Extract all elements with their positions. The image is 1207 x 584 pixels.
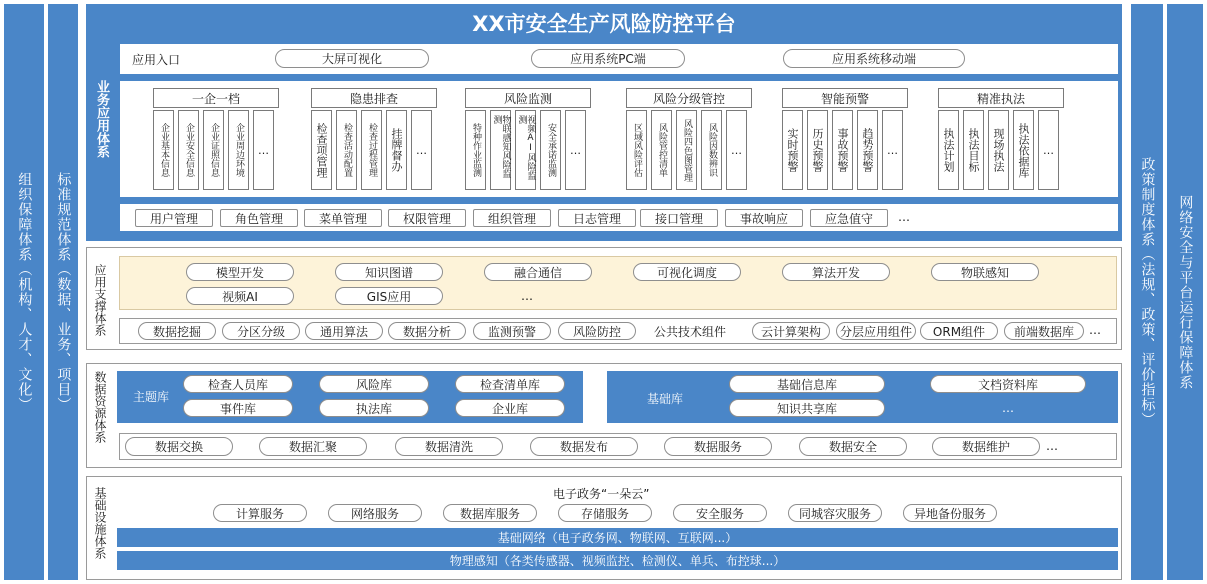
mgmt-item[interactable]: 组织管理 (473, 209, 551, 227)
infra-side-label: 基础设施体系 (93, 487, 107, 559)
module-1-item[interactable]: 企业周边环境 (228, 110, 249, 190)
data-op-item[interactable]: 数据发布 (530, 437, 638, 456)
common-tech-item[interactable]: 云计算架构 (752, 322, 830, 340)
data-op-item[interactable]: 数据清洗 (395, 437, 503, 456)
theme-label: 主题库 (133, 390, 170, 404)
support-more: … (521, 289, 533, 303)
common-tech-item[interactable]: ORM组件 (920, 322, 998, 340)
module-2-item[interactable]: 检查过程管理 (361, 110, 382, 190)
org-guarantee-sidebar (4, 4, 44, 580)
data-op-item[interactable]: 数据安全 (799, 437, 907, 456)
mgmt-item[interactable]: 应急值守 (810, 209, 888, 227)
support-bottom-item[interactable]: 风险防控 (558, 322, 636, 340)
support-pill[interactable]: 融合通信 (484, 263, 592, 281)
module-3-item[interactable]: 特种作业监测 (465, 110, 486, 190)
module-1-item[interactable]: 企业证照信息 (203, 110, 224, 190)
infra-service-item[interactable]: 计算服务 (213, 504, 307, 522)
support-bottom-item[interactable]: 分区分级 (222, 322, 300, 340)
org-guarantee-label: 组织保障体系（机构、人才、文化） (16, 172, 33, 412)
module-2-title[interactable]: 隐患排查 (311, 88, 437, 108)
module-1-item[interactable]: … (253, 110, 274, 190)
infra-service-item[interactable]: 网络服务 (328, 504, 422, 522)
data-op-item[interactable]: 数据维护 (932, 437, 1040, 456)
support-pill[interactable]: 视频AI (186, 287, 294, 305)
data-op-item[interactable]: 数据汇聚 (259, 437, 367, 456)
business-side-label: 业务应用体系 (94, 80, 109, 158)
module-4-item[interactable]: 风险因数辨识 (701, 110, 722, 190)
theme-lib-item[interactable]: 执法库 (319, 399, 429, 417)
mgmt-item[interactable]: 接口管理 (640, 209, 718, 227)
support-pill[interactable]: 模型开发 (186, 263, 294, 281)
infra-service-item[interactable]: 异地备份服务 (903, 504, 997, 522)
mgmt-item[interactable]: 用户管理 (135, 209, 213, 227)
module-1-title[interactable]: 一企一档 (153, 88, 279, 108)
theme-lib-item[interactable]: 检查清单库 (455, 375, 565, 393)
module-3-item[interactable]: … (565, 110, 586, 190)
module-5-item[interactable]: 趋势预警 (857, 110, 878, 190)
module-2-item[interactable]: 检查项管理 (311, 110, 332, 190)
support-bottom-item[interactable]: 监测预警 (473, 322, 551, 340)
module-2-item[interactable]: 挂牌督办 (386, 110, 407, 190)
support-pill[interactable]: GIS应用 (335, 287, 443, 305)
mgmt-item[interactable]: 事故响应 (725, 209, 803, 227)
module-4-item[interactable]: 风险四色图管理 (676, 110, 697, 190)
theme-lib-item[interactable]: 事件库 (183, 399, 293, 417)
module-2-item[interactable]: 检查活动配置 (336, 110, 357, 190)
common-tech-label: 公共技术组件 (654, 325, 727, 339)
support-side-label: 应用支撑体系 (93, 264, 107, 336)
common-tech-more: … (1089, 323, 1101, 337)
data-op-item[interactable]: 数据交换 (125, 437, 233, 456)
entry-big-screen[interactable]: 大屏可视化 (275, 49, 429, 68)
support-bottom-item[interactable]: 数据分析 (388, 322, 466, 340)
module-6-item[interactable]: 现场执法 (988, 110, 1009, 190)
security-ops-label: 网络安全与平台运行保障体系 (1177, 194, 1194, 390)
base-lib-item[interactable]: 文档资料库 (930, 375, 1086, 393)
module-6-item[interactable]: 执法依据库 (1013, 110, 1034, 190)
infra-service-item[interactable]: 同城容灾服务 (788, 504, 882, 522)
infra-service-item[interactable]: 安全服务 (673, 504, 767, 522)
base-label: 基础库 (647, 392, 684, 406)
platform-title: XX市安全生产风险防控平台 (472, 12, 736, 36)
data-side-label: 数据资源体系 (93, 371, 107, 443)
common-tech-item[interactable]: 前端数据库 (1004, 322, 1084, 340)
module-4-item[interactable]: 风险管控清单 (651, 110, 672, 190)
standards-sidebar (48, 4, 78, 580)
module-3-item[interactable]: 物联感知风险监测 (490, 110, 511, 190)
policy-label: 政策制度体系（法规、政策、评价指标） (1139, 157, 1156, 427)
policy-sidebar (1131, 4, 1163, 580)
mgmt-item[interactable]: 权限管理 (388, 209, 466, 227)
module-5-item[interactable]: 实时预警 (782, 110, 803, 190)
base-lib-more: … (1002, 401, 1014, 415)
common-tech-item[interactable]: 分层应用组件 (836, 322, 916, 340)
module-1-item[interactable]: 企业安全信息 (178, 110, 199, 190)
data-op-more: … (1046, 439, 1058, 453)
standards-label: 标准规范体系（数据、业务、项目） (55, 172, 72, 412)
module-6-item[interactable]: … (1038, 110, 1059, 190)
data-op-item[interactable]: 数据服务 (664, 437, 772, 456)
module-5-item[interactable]: 历史预警 (807, 110, 828, 190)
entry-mobile[interactable]: 应用系统移动端 (783, 49, 965, 68)
module-4-title[interactable]: 风险分级管控 (626, 88, 752, 108)
mgmt-item[interactable]: 日志管理 (558, 209, 636, 227)
module-4-item[interactable]: … (726, 110, 747, 190)
support-pill[interactable]: 知识图谱 (335, 263, 443, 281)
support-pill[interactable]: 算法开发 (782, 263, 890, 281)
module-3-title[interactable]: 风险监测 (465, 88, 591, 108)
support-pill[interactable]: 可视化调度 (633, 263, 741, 281)
infra-service-item[interactable]: 数据库服务 (443, 504, 537, 522)
module-1-item[interactable]: 企业基本信息 (153, 110, 174, 190)
module-2-item[interactable]: … (411, 110, 432, 190)
module-6-item[interactable]: 执法目标 (963, 110, 984, 190)
mgmt-item[interactable]: 角色管理 (220, 209, 298, 227)
mgmt-item[interactable]: 菜单管理 (304, 209, 382, 227)
network-strip: 基础网络（电子政务网、物联网、互联网...） (117, 528, 1118, 547)
base-lib-item[interactable]: 基础信息库 (729, 375, 885, 393)
theme-lib-item[interactable]: 风险库 (319, 375, 429, 393)
theme-lib-item[interactable]: 企业库 (455, 399, 565, 417)
module-4-item[interactable]: 区域风险评估 (626, 110, 647, 190)
security-ops-sidebar (1167, 4, 1203, 580)
support-bottom-item[interactable]: 通用算法 (305, 322, 383, 340)
module-5-item[interactable]: 事故预警 (832, 110, 853, 190)
cloud-title: 电子政务“一朵云” (553, 487, 650, 501)
module-5-item[interactable]: … (882, 110, 903, 190)
module-5-title[interactable]: 智能预警 (782, 88, 908, 108)
theme-lib-item[interactable]: 检查人员库 (183, 375, 293, 393)
module-3-item[interactable]: 视频AI风险监测 (515, 110, 536, 190)
mgmt-more: … (898, 210, 910, 224)
entry-pc[interactable]: 应用系统PC端 (531, 49, 685, 68)
base-lib-item[interactable]: 知识共享库 (729, 399, 885, 417)
physical-strip: 物理感知（各类传感器、视频监控、检测仪、单兵、布控球...） (117, 551, 1118, 570)
module-6-title[interactable]: 精准执法 (938, 88, 1064, 108)
module-3-item[interactable]: 安全承诺监测 (540, 110, 561, 190)
support-bottom-item[interactable]: 数据挖掘 (138, 322, 216, 340)
infra-service-item[interactable]: 存储服务 (558, 504, 652, 522)
support-pill[interactable]: 物联感知 (931, 263, 1039, 281)
module-6-item[interactable]: 执法计划 (938, 110, 959, 190)
entry-label: 应用入口 (132, 53, 181, 67)
